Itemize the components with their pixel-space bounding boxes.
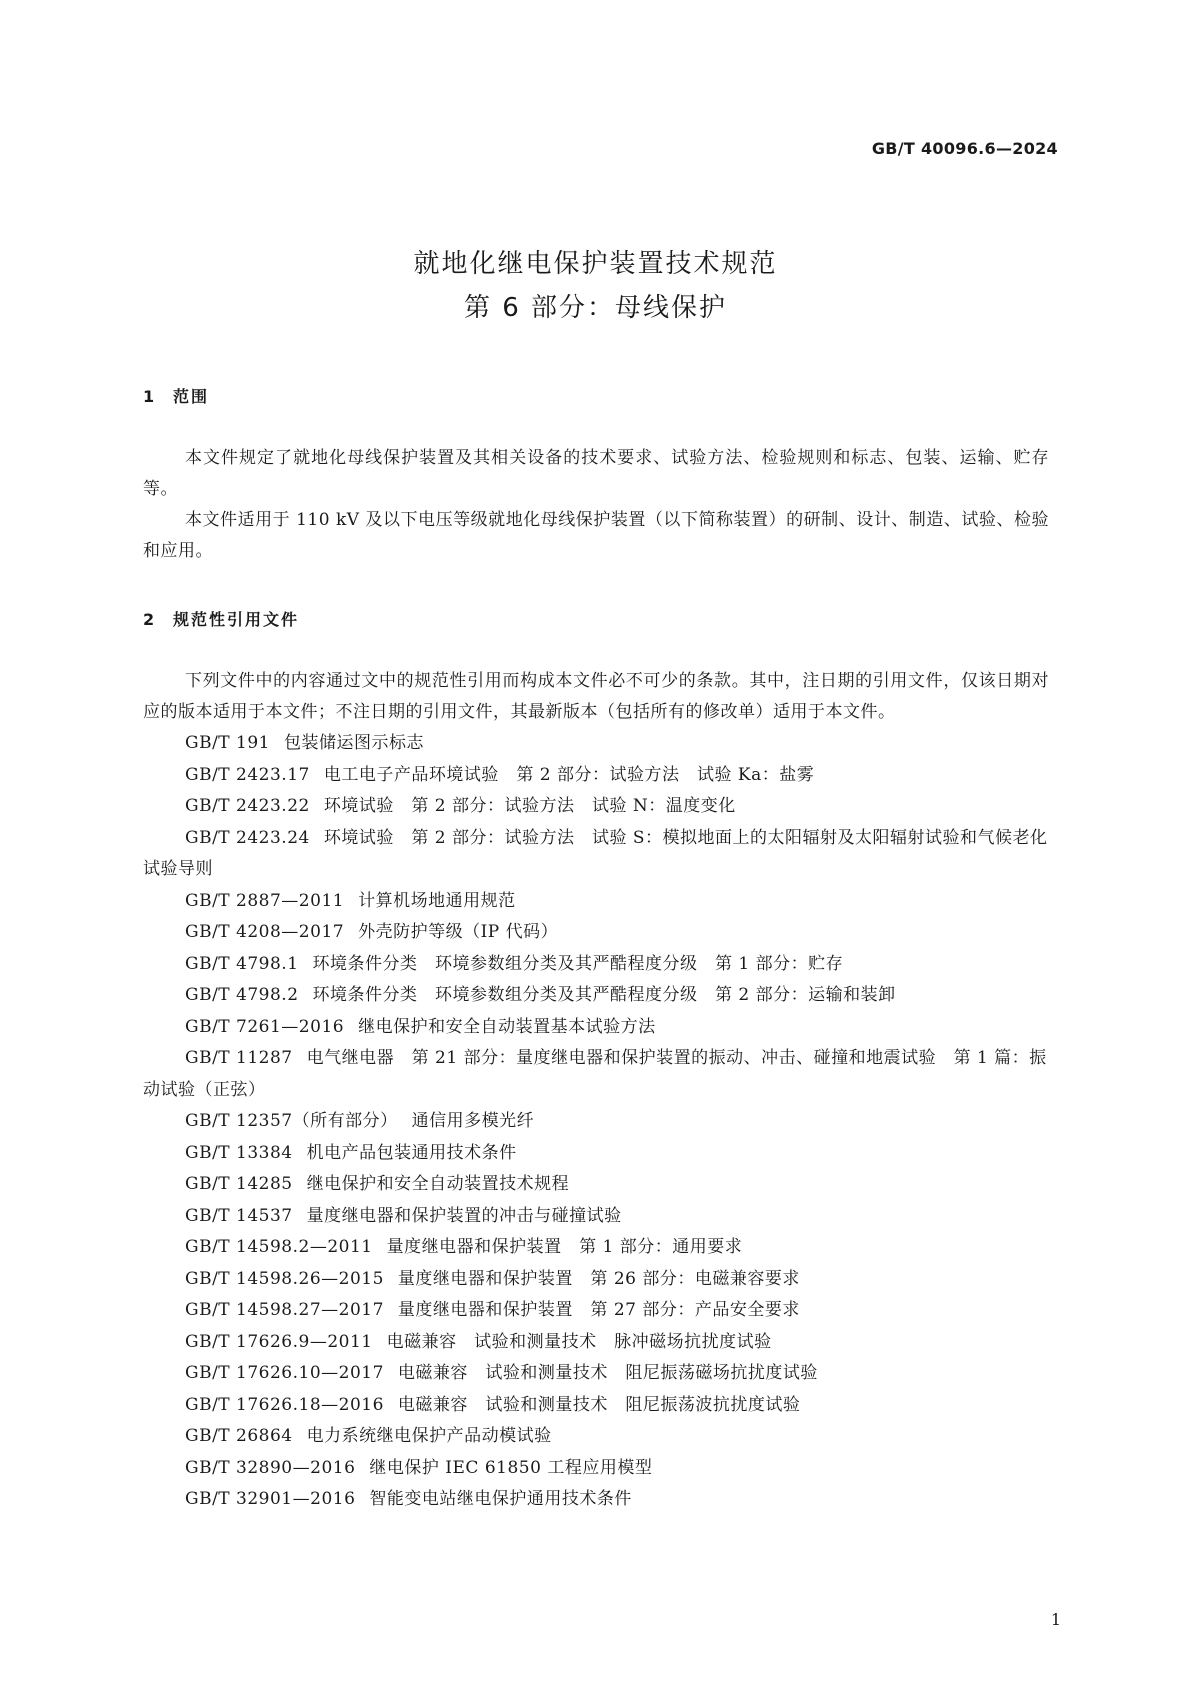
reference-title: 电气继电器 第 21 部分：量度继电器和保护装置的振动、冲击、碰撞和地震试验 第 1 篇：振动试验（正弦） <box>143 1048 1047 1100</box>
reference-code: GB/T 191 <box>185 733 270 753</box>
reference-title: 量度继电器和保护装置 第 27 部分：产品安全要求 <box>397 1300 800 1320</box>
reference-item <box>143 1012 1049 1044</box>
reference-item <box>143 1138 1049 1170</box>
reference-item <box>143 760 1049 792</box>
reference-item <box>143 1232 1049 1264</box>
scope-paragraph: 本文件规定了就地化母线保护装置及其相关设备的技术要求、试验方法、检验规则和标志、包装、运输、贮存等。 <box>143 448 1049 499</box>
document-subtitle: 第 6 部分：母线保护 <box>463 293 728 323</box>
reference-item <box>143 917 1049 949</box>
reference-item <box>143 1106 1049 1138</box>
section-title: 范围 <box>173 387 210 406</box>
section-title: 规范性引用文件 <box>173 610 300 629</box>
reference-item <box>143 1201 1049 1233</box>
references-intro-paragraph: 下列文件中的内容通过文中的规范性引用而构成本文件必不可少的条款。其中，注日期的引用文件，仅该日期对应的版本适用于本文件；不注日期的引用文件，其最新版本（包括所有的修改单）适用于本文件。 <box>143 671 1049 722</box>
page-number: 1 <box>1050 1610 1061 1629</box>
reference-code: GB/T 14598.2—2011 <box>185 1237 373 1257</box>
reference-code: GB/T 13384 <box>185 1142 293 1163</box>
reference-code: GB/T 4798.2 <box>185 985 299 1005</box>
reference-title: 量度继电器和保护装置 第 26 部分：电磁兼容要求 <box>397 1268 800 1289</box>
reference-item <box>143 886 1049 918</box>
reference-item <box>143 1358 1049 1390</box>
reference-title: 电力系统继电保护产品动模试验 <box>306 1426 552 1446</box>
reference-item <box>143 1390 1049 1422</box>
document-title: 就地化继电保护装置技术规范 <box>413 249 778 279</box>
reference-title: 环境试验 第 2 部分：试验方法 试验 S：模拟地面上的太阳辐射及太阳辐射试验和气候老化试验导则 <box>143 827 1048 879</box>
reference-title: 量度继电器和保护装置的冲击与碰撞试验 <box>306 1205 622 1226</box>
reference-code: GB/T 4798.1 <box>185 953 299 974</box>
reference-title: 环境条件分类 环境参数组分类及其严酷程度分级 第 1 部分：贮存 <box>312 953 844 974</box>
section-number: 1 <box>143 387 157 406</box>
reference-code: GB/T 2423.22 <box>185 796 310 816</box>
reference-title: 机电产品包装通用技术条件 <box>306 1142 517 1163</box>
reference-code: GB/T 17626.9—2011 <box>185 1331 373 1352</box>
reference-code: GB/T 32890—2016 <box>185 1457 356 1478</box>
reference-title: 量度继电器和保护装置 第 1 部分：通用要求 <box>386 1237 743 1257</box>
reference-code: GB/T 7261—2016 <box>185 1016 345 1037</box>
reference-title: 通信用多模光纤 <box>411 1111 535 1131</box>
reference-title: 继电保护 IEC 61850 工程应用模型 <box>369 1457 653 1478</box>
reference-title: 环境条件分类 环境参数组分类及其严酷程度分级 第 2 部分：运输和装卸 <box>312 985 896 1005</box>
reference-title: 继电保护和安全自动装置技术规程 <box>306 1174 570 1194</box>
reference-code: GB/T 2423.17 <box>185 764 310 785</box>
section-heading-scope <box>143 384 1049 407</box>
reference-item <box>143 1264 1049 1296</box>
scope-paragraph: 本文件适用于 110 kV 及以下电压等级就地化母线保护装置（以下简称装置）的研制、设计、制造、试验、检验和应用。 <box>143 510 1049 561</box>
reference-title: 智能变电站继电保护通用技术条件 <box>369 1489 632 1509</box>
reference-item <box>143 1295 1049 1327</box>
standard-number: GB/T 40096.6—2024 <box>871 139 1058 158</box>
reference-item <box>143 1421 1049 1453</box>
reference-code: GB/T 4208—2017 <box>185 922 345 942</box>
reference-title: 电工电子产品环境试验 第 2 部分：试验方法 试验 Ka：盐雾 <box>323 764 815 785</box>
reference-code: GB/T 14537 <box>185 1205 293 1226</box>
reference-title: 电磁兼容 试验和测量技术 阻尼振荡波抗扰度试验 <box>397 1394 801 1415</box>
reference-title: 包装储运图示标志 <box>284 733 424 753</box>
reference-item <box>143 1327 1049 1359</box>
reference-code: GB/T 17626.18—2016 <box>185 1394 384 1415</box>
reference-code: GB/T 14285 <box>185 1174 293 1194</box>
reference-code: GB/T 2423.24 <box>185 827 310 848</box>
reference-code: GB/T 2887—2011 <box>185 890 345 911</box>
section-heading-normative-references <box>143 607 1049 630</box>
reference-code: GB/T 17626.10—2017 <box>185 1363 384 1383</box>
reference-code: GB/T 14598.27—2017 <box>185 1300 384 1320</box>
reference-item <box>143 1484 1049 1516</box>
reference-code: GB/T 14598.26—2015 <box>185 1268 384 1289</box>
reference-list <box>143 728 1049 1516</box>
reference-item <box>143 1043 1049 1106</box>
reference-item <box>143 791 1049 823</box>
reference-item <box>143 1453 1049 1485</box>
reference-item <box>143 980 1049 1012</box>
reference-title: 外壳防护等级（IP 代码） <box>358 922 559 942</box>
reference-item <box>143 823 1049 886</box>
reference-title: 计算机场地通用规范 <box>358 890 516 911</box>
section-number: 2 <box>143 610 157 629</box>
document-body <box>143 384 1049 1516</box>
reference-item <box>143 1169 1049 1201</box>
reference-item <box>143 728 1049 760</box>
reference-title: 环境试验 第 2 部分：试验方法 试验 N：温度变化 <box>323 796 736 816</box>
reference-title: 电磁兼容 试验和测量技术 脉冲磁场抗扰度试验 <box>386 1331 772 1352</box>
reference-code: GB/T 11287 <box>185 1048 293 1068</box>
reference-title: 电磁兼容 试验和测量技术 阻尼振荡磁场抗扰度试验 <box>397 1363 818 1383</box>
reference-item <box>143 949 1049 981</box>
reference-code: GB/T 12357（所有部分） <box>185 1111 398 1131</box>
reference-code: GB/T 32901—2016 <box>185 1489 356 1509</box>
reference-code: GB/T 26864 <box>185 1426 293 1446</box>
reference-title: 继电保护和安全自动装置基本试验方法 <box>358 1016 656 1037</box>
